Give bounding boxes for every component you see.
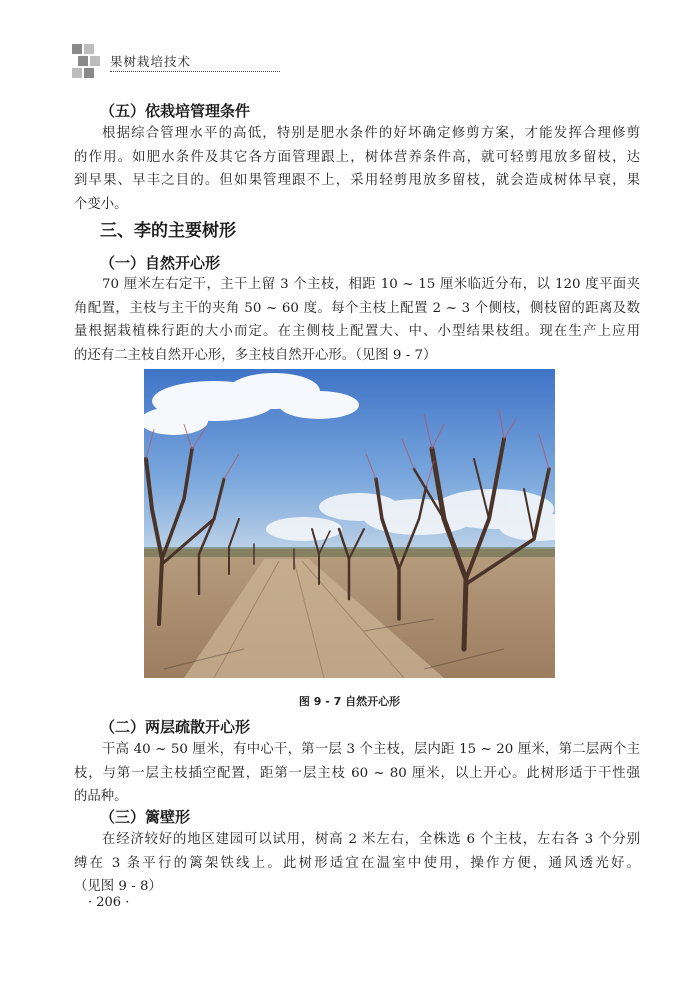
paragraph-line: 的作用。如肥水条件及其它各方面管理跟上，树体营养条件高，就可轻剪甩放多留枝，达	[74, 149, 640, 165]
subsection-1-heading: （一）自然开心形	[100, 254, 221, 272]
paragraph-line: 的还有二主枝自然开心形，多主枝自然开心形。（见图 9 - 7）	[74, 347, 437, 363]
subsection-3-heading: （三）篱壁形	[100, 808, 191, 826]
subsection-2-heading: （二）两层疏散开心形	[100, 718, 251, 736]
paragraph-line: 70 厘米左右定干，主干上留 3 个主枝，相距 10 ~ 15 厘米临近分布，以 120 度平面夹	[102, 277, 640, 292]
header-ornament	[72, 44, 100, 80]
chapter-section-heading: 三、李的主要树形	[100, 221, 236, 241]
paragraph-line: 量根据栽植株行距的大小而定。在主侧枝上配置大、中、小型结果枝组。现在生产上应用	[74, 324, 640, 340]
paragraph-line: 到早果、早丰之目的。但如果管理跟不上，采用轻剪甩放多留枝，就会造成树体早衰，果	[74, 173, 640, 189]
orchard-photo	[144, 369, 555, 678]
subsection-2-paragraph	[74, 738, 640, 809]
paragraph-line: 的品种。	[74, 789, 128, 805]
subsection-1-paragraph	[74, 273, 640, 367]
paragraph-line: 在经济较好的地区建园可以试用，树高 2 米左右，全株选 6 个主枝，左右各 3 个分别	[102, 832, 640, 847]
paragraph-line: （见图 9 - 8）	[74, 879, 162, 895]
paragraph-line: 根据综合管理水平的高低，特别是肥水条件的好坏确定修剪方案，才能发挥合理修剪	[102, 126, 640, 141]
paragraph-line: 缚在 3 条平行的篱架铁线上。此树形适宜在温室中使用，操作方便，通风透光好。	[74, 855, 640, 871]
paragraph-line: 角配置，主枝与主干的夹角 50 ~ 60 度。每个主枝上配置 2 ~ 3 个侧枝，侧枝留的距离及数	[74, 300, 640, 316]
page-number: · 206 ·	[88, 895, 130, 910]
header-title: 果树栽培技术	[110, 54, 192, 69]
paragraph-line: 枝，与第一层主枝插空配置，距第一层主枝 60 ~ 80 厘米，以上开心。此树形适于干性强	[74, 765, 640, 781]
header-dotted-rule	[110, 71, 280, 72]
section-5-paragraph	[74, 122, 640, 216]
section-5-heading: （五）依栽培管理条件	[100, 102, 251, 120]
subsection-3-paragraph	[74, 828, 640, 899]
running-header	[72, 44, 632, 84]
paragraph-line: 干高 40 ~ 50 厘米，有中心干，第一层 3 个主枝，层内距 15 ~ 20 厘米，第二层两个主	[102, 742, 640, 757]
paragraph-line: 个变小。	[74, 196, 128, 212]
figure-caption: 图 9 - 7 自然开心形	[298, 695, 401, 708]
